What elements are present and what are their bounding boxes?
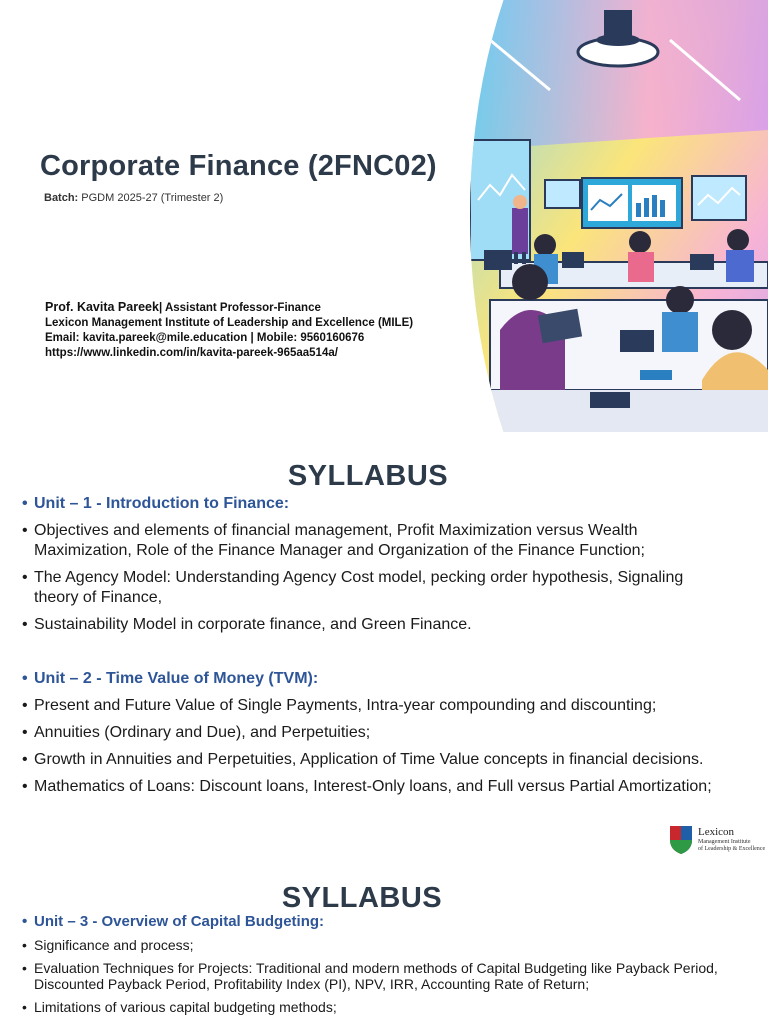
contact-info: Email: kavita.pareek@mile.education | Mobile: 9560160676 xyxy=(45,332,365,344)
professor-role: | Assistant Professor-Finance xyxy=(158,302,321,314)
list-item: • Limitations of various capital budgeting methods; xyxy=(22,999,722,1015)
logo-sub-line: Management Institute xyxy=(698,839,751,845)
linkedin-url: https://www.linkedin.com/in/kavita-pareek-965aa514a/ xyxy=(45,347,338,359)
list-item: • Sustainability Model in corporate finance, and Green Finance. xyxy=(22,615,732,635)
list-item: • Present and Future Value of Single Payments, Intra-year compounding and discounting; xyxy=(22,696,732,716)
classroom-illustration xyxy=(470,0,768,432)
shield-icon xyxy=(668,824,694,856)
professor-info xyxy=(45,300,435,361)
course-title: Corporate Finance (2FNC02) xyxy=(40,150,437,182)
unit2-list xyxy=(22,669,732,804)
institute-name: Lexicon Management Institute of Leadership and Excellence (MILE) xyxy=(45,317,414,329)
batch-label: Batch: xyxy=(44,192,79,204)
logo-sub-line: of Leadership & Excellence xyxy=(698,846,766,852)
logo-subtitle xyxy=(698,839,765,853)
batch-value: PGDM 2025-27 (Trimester 2) xyxy=(78,192,224,204)
unit3-list xyxy=(22,914,722,1022)
title-slide xyxy=(0,0,768,432)
unit1-heading: • Unit – 1 - Introduction to Finance: xyxy=(22,494,732,514)
syllabus-slide-2 xyxy=(0,868,768,1024)
list-item: • Annuities (Ordinary and Due), and Perpetuities; xyxy=(22,723,732,743)
institute-logo xyxy=(668,824,764,858)
list-item: • The Agency Model: Understanding Agency Cost model, pecking order hypothesis, Signaling theory of Finance, xyxy=(22,568,732,608)
unit1-list xyxy=(22,494,732,642)
batch-info xyxy=(44,192,223,204)
logo-name: Lexicon xyxy=(698,826,735,838)
list-item: • Significance and process; xyxy=(22,937,722,953)
list-item: • Evaluation Techniques for Projects: Traditional and modern methods of Capital Budgeting like Payback Period, Discounted Payback Period, Profitability Index (PI), NPV, IRR, Accounting Rate of Return; xyxy=(22,960,722,992)
syllabus-slide-1 xyxy=(0,444,768,860)
unit2-heading: • Unit – 2 - Time Value of Money (TVM): xyxy=(22,669,732,689)
list-item: • Objectives and elements of financial management, Profit Maximization versus Wealth Maximization, Role of the Finance Manager and Organization of the Finance Function; xyxy=(22,521,732,561)
syllabus-heading: SYLLABUS xyxy=(287,460,449,492)
list-item: • Growth in Annuities and Perpetuities, Application of Time Value concepts in financial decisions. xyxy=(22,750,732,770)
syllabus-heading: SYLLABUS xyxy=(281,882,443,914)
unit3-heading: • Unit – 3 - Overview of Capital Budgeting: xyxy=(22,914,722,930)
professor-name: Prof. Kavita Pareek xyxy=(45,300,159,314)
list-item: • Mathematics of Loans: Discount loans, Interest-Only loans, and Full versus Partial Amortization; xyxy=(22,777,732,797)
